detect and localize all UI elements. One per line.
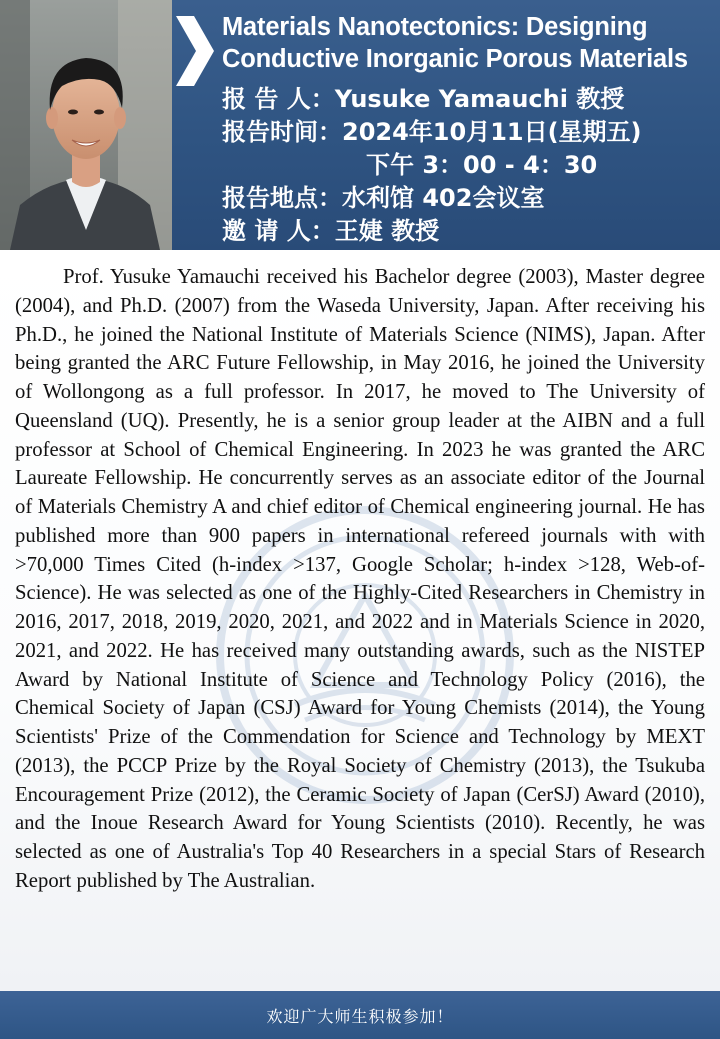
talk-title-line2: Conductive Inorganic Porous Materials (222, 45, 688, 73)
header-banner (0, 0, 720, 250)
talk-title-line1: Materials Nanotectonics: Designing (222, 13, 648, 41)
host-line: 邀 请 人：王婕 教授 (222, 217, 440, 245)
footer-banner (0, 991, 720, 1039)
time-date-line: 报告时间：2024年10月11日(星期五) (222, 118, 642, 146)
speaker-photo (0, 0, 172, 250)
footer-invitation-text: 欢迎广大师生积极参加！ (266, 1006, 454, 1026)
speaker-line: 报 告 人：Yusuke Yamauchi 教授 (222, 85, 625, 113)
biography-section (0, 250, 720, 991)
speaker-biography: Prof. Yusuke Yamauchi received his Bachelor degree (2003), Master degree (2004), and Ph.D. (2007) from the Waseda University, Japan. After receiving his Ph.D., he joined the National Institute of Materials Science (NIMS), Japan. After being granted the ARC Future Fellowship, in May 2016, he joined the University of Wollongong as a full professor. In 2017, he moved to The University of Queensland (UQ). Presently, he is a senior group leader at the AIBN and a full professor at School of Chemical Engineering. In 2023 he was granted the ARC Laureate Fellowship. He concurrently serves as an associate editor of the Journal of Materials Chemistry A and chief editor of Chemical engineering journal. He has published more than 900 papers in international refereed journals with with >70,000 Times Cited (h-index >137, Google Scholar; h-index >128, Web-of-Science). He was selected as one of the Highly-Cited Researchers in Chemistry in 2016, 2017, 2018, 2019, 2020, 2021, and 2022 and in Materials Science in 2020, 2021, and 2022. He has received many outstanding awards, such as the NISTEP Award by National Institute of Science and Technology Policy (2016), the Chemical Society of Japan (CSJ) Award for Young Chemists (2014), the Young Scientists' Prize of the Commendation for Science and Technology by MEXT (2013), the PCCP Prize by the Royal Society of Chemistry (2013), the Tsukuba Encouragement Prize (2012), the Ceramic Society of Japan (CerSJ) Award (2010), and the Inoue Research Award for Young Scientists (2010). Recently, he was selected as one of Australia's Top 40 Researchers in a special Stars of Research Report published by The Australian. (15, 266, 705, 892)
chevron-right-icon (174, 14, 216, 88)
talk-title (222, 11, 720, 75)
time-range-line: 下午 3：00 - 4：30 (366, 151, 598, 179)
location-line: 报告地点：水利馆 402会议室 (222, 184, 545, 212)
